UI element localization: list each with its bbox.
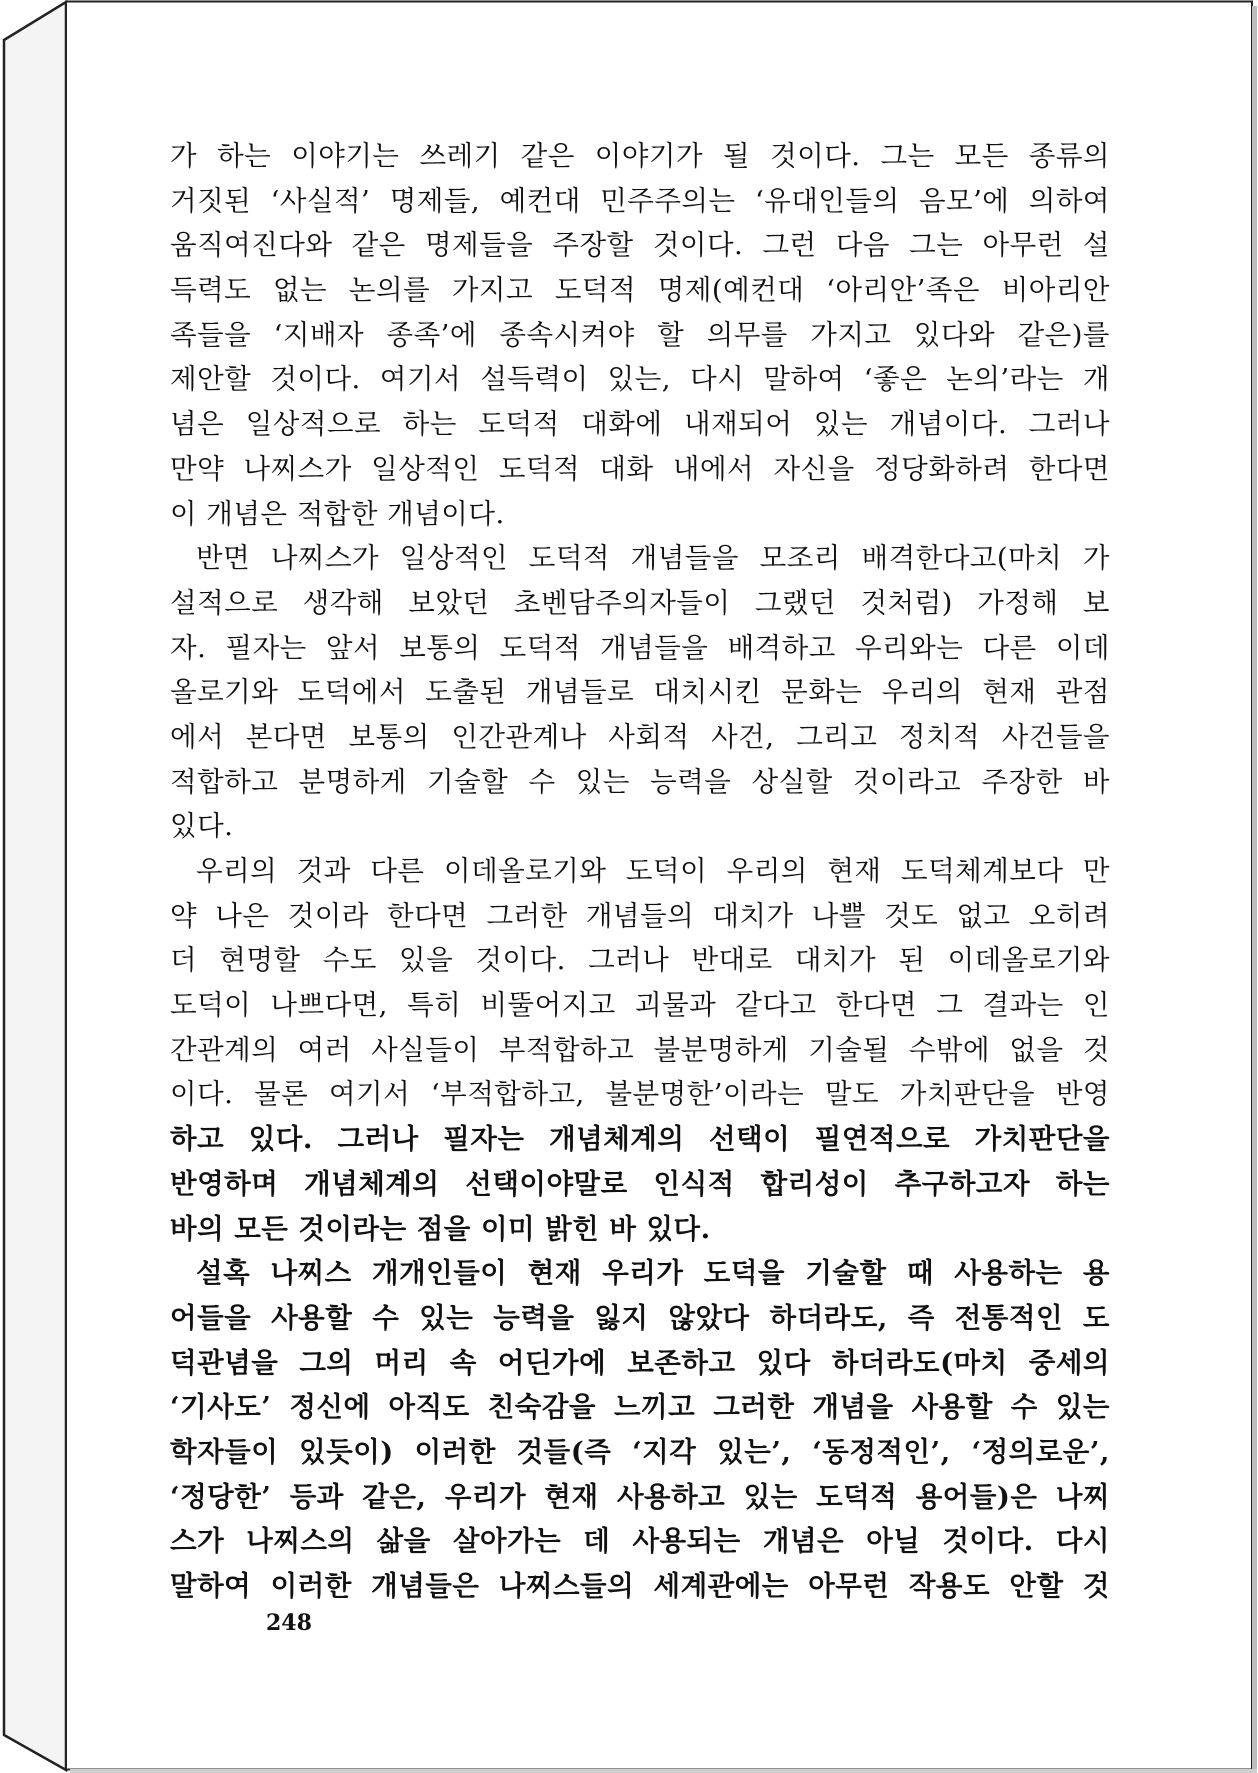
text-line: 적합하고 분명하게 기술할 수 있는 능력을 상실할 것이라고 주장한 바	[170, 765, 1110, 798]
text-line: 간관계의 여러 사실들이 부적합하고 불분명하게 기술될 수밖에 없을 것	[170, 1033, 1110, 1066]
text-line: 에서 본다면 보통의 인간관계나 사회적 사건, 그리고 정치적 사건들을	[170, 720, 1110, 753]
paragraph-1	[170, 134, 1110, 536]
text-line: 이다. 물론 여기서 ‘부적합하고, 불분명한’이라는 말도 가치판단을 반영	[170, 1078, 1110, 1111]
text-line: 만약 나찌스가 일상적인 도덕적 대화 내에서 자신을 정당화하려 한다면	[170, 452, 1110, 485]
page-shadow-bottom	[70, 1769, 1257, 1773]
text-line: 어들을 사용할 수 있는 능력을 잃지 않았다 하더라도, 즉 전통적인 도	[170, 1301, 1110, 1334]
text-line: 이 개념은 적합한 개념이다.	[170, 497, 505, 530]
text-line: 거짓된 ‘사실적’ 명제들, 예컨대 민주주의는 ‘유대인들의 음모’에 의하여	[170, 184, 1110, 217]
page-body-text	[170, 134, 1110, 1609]
paragraph-2	[170, 536, 1110, 849]
text-line: 설적으로 생각해 보았던 초벤담주의자들이 그랬던 것처럼) 가정해 보	[170, 586, 1110, 619]
text-line: 설혹 나찌스 개개인들이 현재 우리가 도덕을 기술할 때 사용하는 용	[196, 1257, 1110, 1290]
text-line: 있다.	[170, 810, 234, 843]
text-line: 자. 필자는 앞서 보통의 도덕적 개념들을 배격하고 우리와는 다른 이데	[170, 631, 1110, 664]
text-line: 우리의 것과 다른 이데올로기와 도덕이 우리의 현재 도덕체계보다 만	[196, 855, 1110, 887]
text-line: 득력도 없는 논의를 가지고 도덕적 명제(예컨대 ‘아리안’족은 비아리안	[170, 274, 1110, 307]
text-line: 스가 나찌스의 삶을 살아가는 데 사용되는 개념은 아닐 것이다. 다시	[170, 1525, 1110, 1558]
text-line: 올로기와 도덕에서 도출된 개념들로 대치시킨 문화는 우리의 현재 관점	[170, 676, 1110, 709]
paragraph-4	[170, 1251, 1110, 1609]
book-spine	[4, 2, 66, 1770]
text-line: 반영하며 개념체계의 선택이야말로 인식적 합리성이 추구하고자 하는	[170, 1167, 1110, 1200]
text-line: 념은 일상적으로 하는 도덕적 대화에 내재되어 있는 개념이다. 그러나	[170, 408, 1110, 441]
text-line: 도덕이 나쁘다면, 특히 비뚤어지고 괴물과 같다고 한다면 그 결과는 인	[170, 989, 1110, 1022]
paragraph-3	[170, 849, 1110, 1251]
text-line: 약 나은 것이라 한다면 그러한 개념들의 대치가 나쁠 것도 없고 오히려	[170, 899, 1110, 932]
text-line: 움직여진다와 같은 명제들을 주장할 것이다. 그런 다음 그는 아무런 설	[170, 229, 1110, 262]
text-line: 말하여 이러한 개념들은 나찌스들의 세계관에는 아무런 작용도 안할 것	[170, 1570, 1110, 1602]
text-line: 덕관념을 그의 머리 속 어딘가에 보존하고 있다 하더라도(마치 중세의	[170, 1346, 1110, 1379]
text-line: 바의 모든 것이라는 점을 이미 밝힌 바 있다.	[170, 1212, 711, 1245]
text-line: 제안할 것이다. 여기서 설득력이 있는, 다시 말하여 ‘좋은 논의’라는 개	[170, 363, 1110, 396]
text-line: 가 하는 이야기는 쓰레기 같은 이야기가 될 것이다. 그는 모든 종류의	[170, 140, 1110, 172]
page-number: 248	[266, 1610, 312, 1636]
text-line: 반면 나찌스가 일상적인 도덕적 개념들을 모조리 배격한다고(마치 가	[196, 542, 1110, 575]
page-shadow-right	[1252, 6, 1257, 1772]
text-line: ‘기사도’ 정신에 아직도 친숙감을 느끼고 그러한 개념을 사용할 수 있는	[170, 1391, 1110, 1424]
text-line: 족들을 ‘지배자 종족’에 종속시켜야 할 의무를 가지고 있다와 같은)를	[170, 318, 1110, 351]
text-line: ‘정당한’ 등과 같은, 우리가 현재 사용하고 있는 도덕적 용어들)은 나찌	[170, 1480, 1110, 1513]
text-line: 학자들이 있듯이) 이러한 것들(즉 ‘지각 있는’, ‘동정적인’, ‘정의로운’,	[170, 1435, 1110, 1468]
text-line: 더 현명할 수도 있을 것이다. 그러나 반대로 대치가 된 이데올로기와	[170, 944, 1110, 977]
text-line: 하고 있다. 그러나 필자는 개념체계의 선택이 필연적으로 가치판단을	[170, 1123, 1110, 1156]
